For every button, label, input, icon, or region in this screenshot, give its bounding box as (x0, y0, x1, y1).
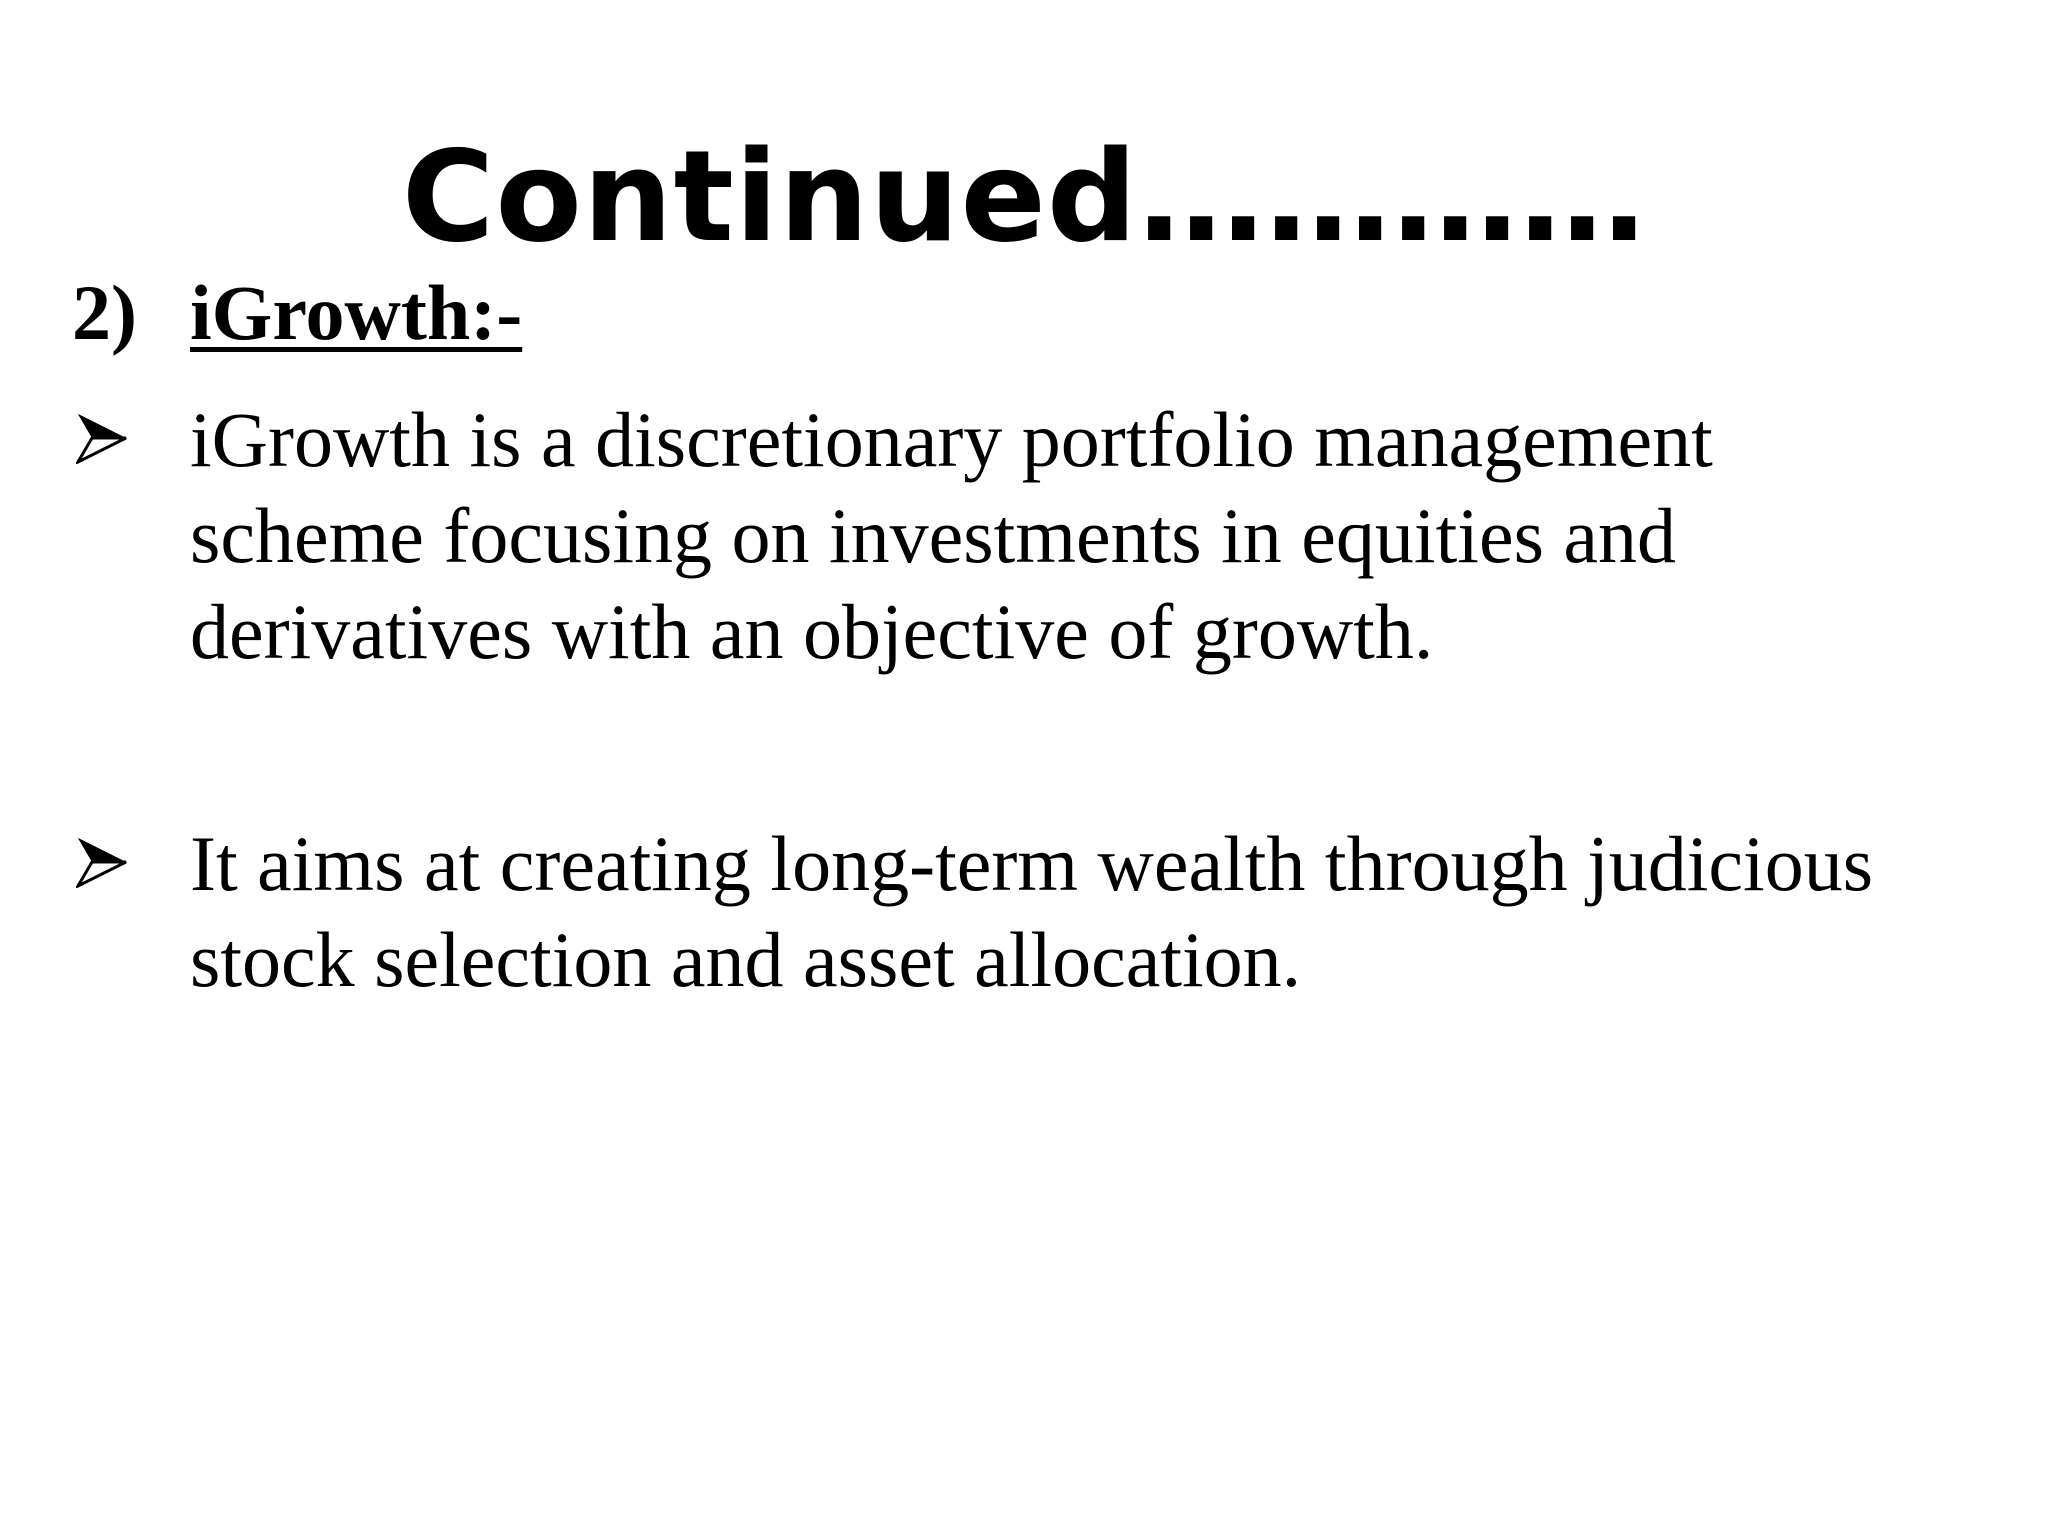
section-label: iGrowth:- (190, 269, 523, 356)
arrowhead-bullet-icon (76, 412, 128, 464)
bullet-text: It aims at creating long-term wealth through judicious stock selection and asset allocation. (190, 820, 1874, 1003)
slide-title: Continued………… (401, 123, 1647, 270)
section-number: 2) (72, 269, 137, 356)
arrowhead-bullet-icon (76, 836, 128, 888)
bullet-text: iGrowth is a discretionary portfolio management scheme focusing on investments in equities and derivatives with an objective of growth. (190, 396, 1713, 675)
